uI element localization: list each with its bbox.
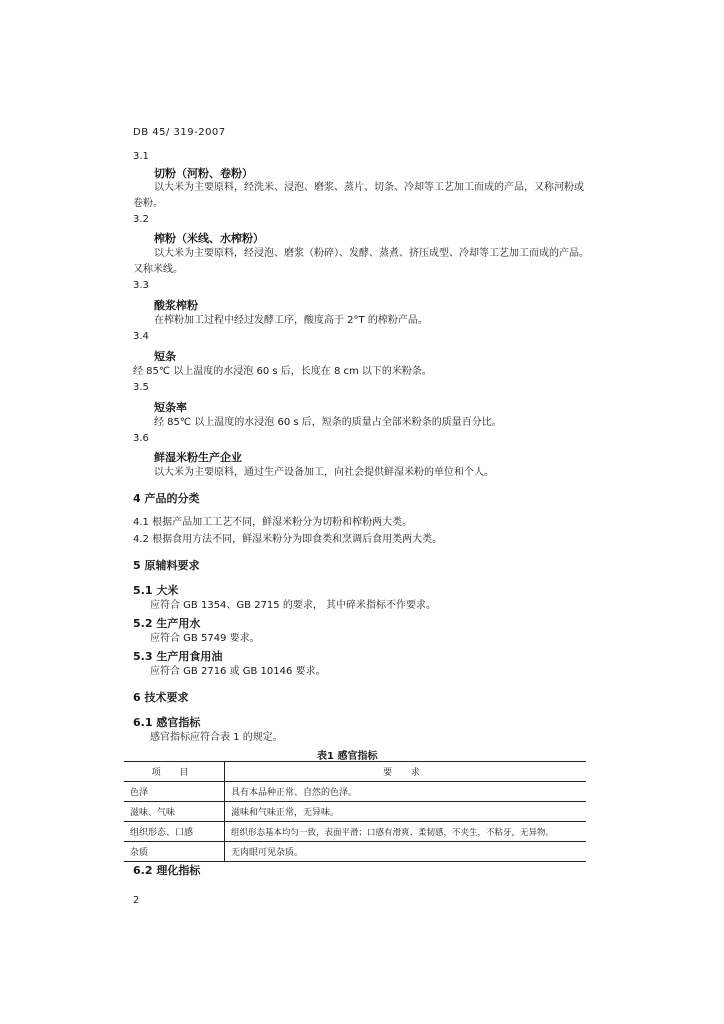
clause-number: 3.2 [133, 214, 149, 225]
table-cell-requirement: 滋味和气味正常，无异味。 [225, 802, 587, 822]
clause-term: 切粉（河粉、卷粉） [154, 167, 253, 180]
clause-number: 3.4 [133, 331, 149, 342]
clause-text-line: 以大米为主要原料，经浸泡、磨浆（粉碎）、发酵、蒸煮、挤压成型、冷却等工艺加工而成的产品。 [154, 248, 589, 259]
clause-number: 3.1 [133, 151, 149, 162]
clause-term: 榨粉（米线、水榨粉） [154, 232, 264, 245]
subsection-text: 应符合 GB 5749 要求。 [150, 633, 260, 644]
table-cell-requirement: 具有本品种正常、自然的色泽。 [225, 782, 587, 802]
clause-term: 短条率 [154, 401, 187, 414]
clause-text-line: 以大米为主要原料，经洗米、浸泡、磨浆、蒸片、切条、冷却等工艺加工而成的产品，又称河粉或 [154, 182, 584, 193]
table-cell-item: 色泽 [124, 782, 225, 802]
subsection-heading: 5.3 生产用食用油 [133, 650, 223, 663]
clause-term: 酸浆榨粉 [154, 299, 198, 312]
table-cell-requirement: 组织形态基本均匀一致，表面平滑；口感有滑爽、柔韧感，不夹生，不粘牙，无异物。 [225, 822, 587, 842]
clause-number: 3.3 [133, 280, 149, 291]
subsection-heading: 5.1 大米 [133, 584, 179, 597]
clause-text-line: 经 85℃ 以上温度的水浸泡 60 s 后，长度在 8 cm 以下的米粉条。 [133, 366, 432, 377]
clause-text-line: 又称米线。 [133, 264, 183, 275]
sensory-index-table [124, 761, 586, 862]
subsection-heading: 6.2 理化指标 [133, 864, 201, 877]
clause-text-line: 卷粉。 [133, 198, 163, 209]
table-cell-item: 组织形态、口感 [124, 822, 225, 842]
page-number: 2 [133, 895, 140, 906]
subsection-heading: 6.1 感官指标 [133, 716, 201, 729]
table-cell-item: 滋味、气味 [124, 802, 225, 822]
table-cell-requirement: 无肉眼可见杂质。 [225, 842, 587, 862]
clause-text-line: 经 85℃ 以上温度的水浸泡 60 s 后，短条的质量占全部米粉条的质量百分比。 [154, 417, 502, 428]
subsection-text: 感官指标应符合表 1 的规定。 [150, 732, 283, 743]
clause-term: 鲜湿米粉生产企业 [154, 451, 242, 464]
table-cell-item: 杂质 [124, 842, 225, 862]
table-row [124, 842, 586, 862]
section-item: 4.2 根据食用方法不同，鲜湿米粉分为即食类和烹调后食用类两大类。 [133, 534, 443, 545]
table-header-cell: 要 求 [225, 762, 587, 782]
clause-number: 3.6 [133, 433, 149, 444]
subsection-text: 应符合 GB 2716 或 GB 10146 要求。 [150, 666, 326, 677]
subsection-text: 应符合 GB 1354、GB 2715 的要求， 其中碎米指标不作要求。 [150, 600, 437, 611]
standard-id-header: DB 45/ 319-2007 [133, 127, 226, 138]
clause-number: 3.5 [133, 382, 149, 393]
table-header-row [124, 762, 586, 782]
table-row [124, 822, 586, 842]
table-row [124, 782, 586, 802]
table-caption: 表1 感官指标 [317, 751, 378, 762]
table-row [124, 802, 586, 822]
section-heading: 6 技术要求 [133, 691, 189, 704]
section-item: 4.1 根据产品加工工艺不同，鲜湿米粉分为切粉和榨粉两大类。 [133, 517, 413, 528]
table-header-cell: 项 目 [124, 762, 225, 782]
clause-term: 短条 [154, 350, 176, 363]
clause-text-line: 在榨粉加工过程中经过发酵工序，酸度高于 2°T 的榨粉产品。 [154, 315, 428, 326]
subsection-heading: 5.2 生产用水 [133, 617, 201, 630]
clause-text-line: 以大米为主要原料，通过生产设备加工，向社会提供鲜湿米粉的单位和个人。 [154, 467, 494, 478]
section-heading: 5 原辅料要求 [133, 559, 200, 572]
section-heading: 4 产品的分类 [133, 492, 200, 505]
